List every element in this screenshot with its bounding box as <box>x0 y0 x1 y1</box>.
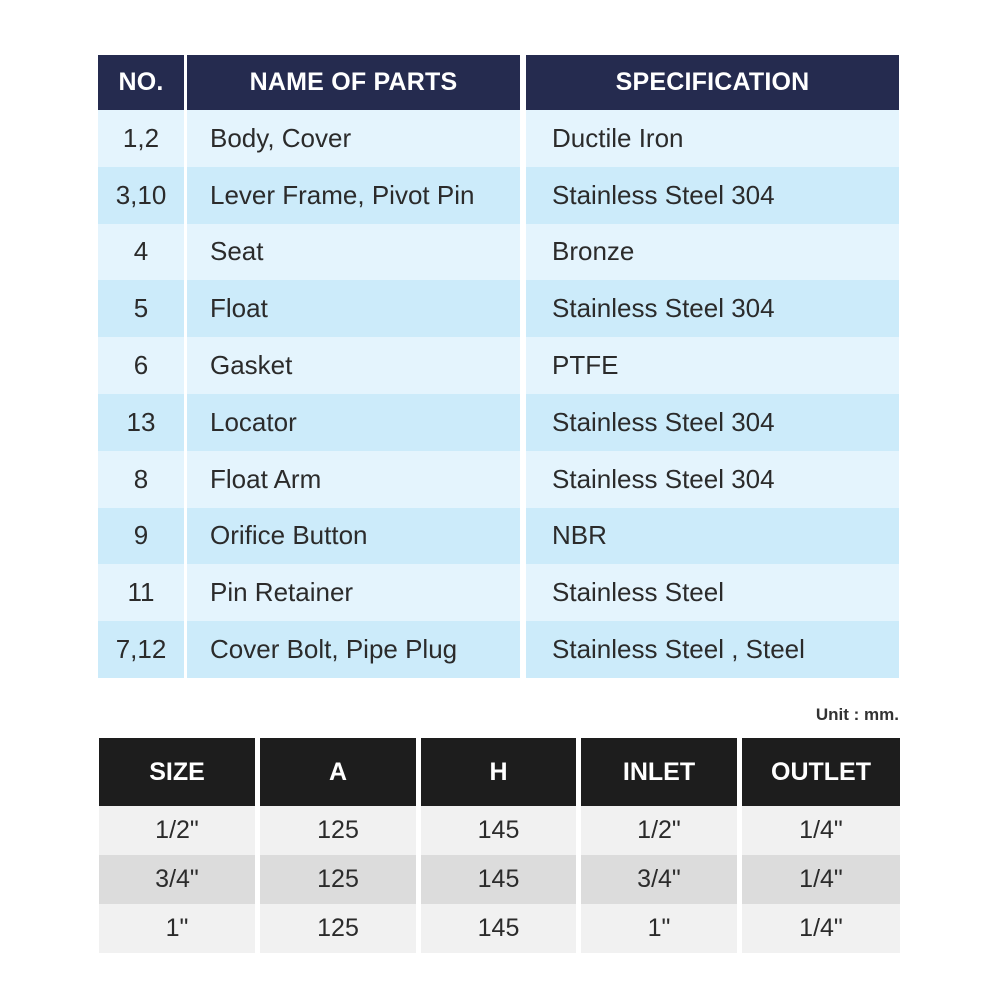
part-name: Gasket <box>187 337 520 394</box>
table-row <box>98 337 899 394</box>
a-cell: 125 <box>260 806 416 855</box>
table-row <box>98 224 899 281</box>
table-row <box>99 904 900 953</box>
part-specification: Ductile Iron <box>526 110 899 167</box>
table-row <box>99 806 900 855</box>
inlet-cell: 3/4" <box>581 855 737 904</box>
table-row <box>98 394 899 451</box>
column-header-name: NAME OF PARTS <box>187 55 520 110</box>
inlet-cell: 1" <box>581 904 737 953</box>
part-name: Orifice Button <box>187 508 520 565</box>
part-name: Cover Bolt, Pipe Plug <box>187 621 520 678</box>
table-row <box>98 508 899 565</box>
inlet-cell: 1/2" <box>581 806 737 855</box>
part-number: 11 <box>98 564 184 621</box>
part-specification: Stainless Steel 304 <box>526 394 899 451</box>
dimension-table <box>99 738 900 953</box>
part-name: Body, Cover <box>187 110 520 167</box>
a-cell: 125 <box>260 855 416 904</box>
part-specification: Stainless Steel , Steel <box>526 621 899 678</box>
part-name: Pin Retainer <box>187 564 520 621</box>
part-specification: Stainless Steel 304 <box>526 167 899 224</box>
unit-note: Unit : mm. <box>815 705 899 724</box>
outlet-cell: 1/4" <box>742 855 900 904</box>
dimension-table-header <box>99 738 900 806</box>
outlet-cell: 1/4" <box>742 806 900 855</box>
table-row <box>98 451 899 508</box>
size-cell: 1" <box>99 904 255 953</box>
table-row <box>98 110 899 167</box>
table-row <box>99 855 900 904</box>
column-header-spec: SPECIFICATION <box>526 55 899 110</box>
parts-table-header <box>98 55 899 110</box>
column-header-no: NO. <box>98 55 184 110</box>
part-number: 13 <box>98 394 184 451</box>
a-cell: 125 <box>260 904 416 953</box>
table-row <box>98 564 899 621</box>
part-name: Locator <box>187 394 520 451</box>
parts-table <box>98 55 899 678</box>
part-number: 6 <box>98 337 184 394</box>
part-specification: Stainless Steel 304 <box>526 451 899 508</box>
part-specification: Stainless Steel 304 <box>526 280 899 337</box>
part-number: 9 <box>98 508 184 565</box>
column-header-inlet: INLET <box>581 738 737 806</box>
table-row <box>98 280 899 337</box>
h-cell: 145 <box>421 855 576 904</box>
size-cell: 3/4" <box>99 855 255 904</box>
column-header-size: SIZE <box>99 738 255 806</box>
column-header-outlet: OUTLET <box>742 738 900 806</box>
table-row <box>98 621 899 678</box>
part-number: 4 <box>98 224 184 281</box>
part-number: 8 <box>98 451 184 508</box>
h-cell: 145 <box>421 806 576 855</box>
part-name: Float Arm <box>187 451 520 508</box>
part-number: 3,10 <box>98 167 184 224</box>
part-specification: PTFE <box>526 337 899 394</box>
part-specification: Stainless Steel <box>526 564 899 621</box>
part-specification: Bronze <box>526 224 899 281</box>
part-name: Lever Frame, Pivot Pin <box>187 167 520 224</box>
h-cell: 145 <box>421 904 576 953</box>
column-header-h: H <box>421 738 576 806</box>
outlet-cell: 1/4" <box>742 904 900 953</box>
part-number: 7,12 <box>98 621 184 678</box>
part-number: 5 <box>98 280 184 337</box>
part-name: Seat <box>187 224 520 281</box>
part-number: 1,2 <box>98 110 184 167</box>
size-cell: 1/2" <box>99 806 255 855</box>
part-name: Float <box>187 280 520 337</box>
column-header-a: A <box>260 738 416 806</box>
table-row <box>98 167 899 224</box>
part-specification: NBR <box>526 508 899 565</box>
